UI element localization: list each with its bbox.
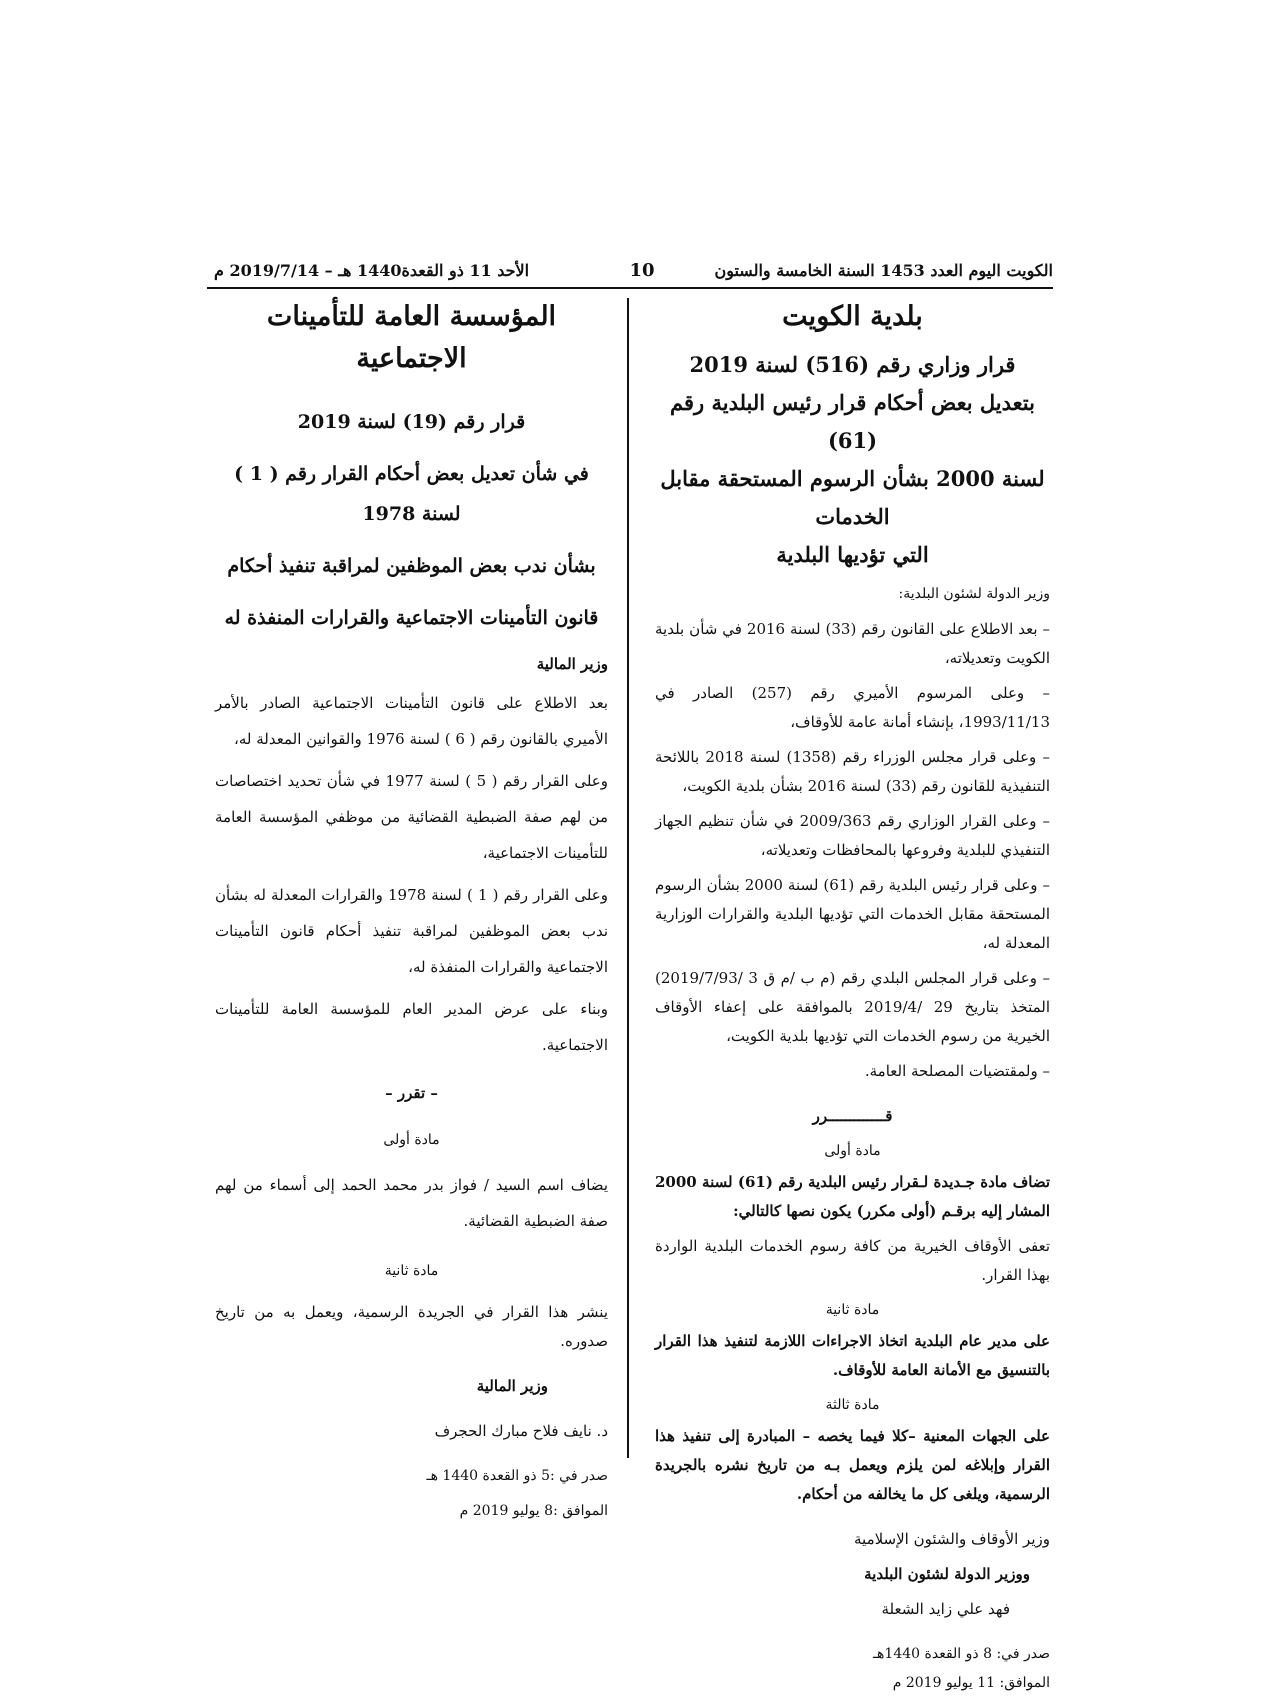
column-divider [627, 298, 629, 1458]
article-1-text-cont: تعفى الأوقاف الخيرية من كافة رسوم الخدمات البلدية الواردة بهذا القرار. [655, 1237, 1050, 1284]
org-title-municipality: بلدية الكويت [782, 301, 923, 332]
minister-intro: وزير الدولة لشئون البلدية: [898, 586, 1050, 602]
right-column [655, 296, 1050, 1698]
issued-date: صدر في :5 ذو القعدة 1440 هـ [426, 1468, 608, 1484]
preamble-item: – وعلى قرار مجلس الوزراء رقم (1358) لسنة 2018 باللائحة التنفيذية للقانون رقم (33) لسنة 2016 بشأن بلدية الكويت، [655, 748, 1050, 795]
article-1-label: مادة أولى [383, 1132, 440, 1148]
decision-subject-3: التي تؤديها البلدية [776, 542, 929, 567]
issued-date: صدر في: 8 ذو القعدة 1440هـ [872, 1646, 1050, 1662]
preamble-item: وعلى القرار رقم ( 5 ) لسنة 1977 في شأن تحديد اختصاصات من لهم صفة الضبطية القضائية من موظفي المؤسسة العامة للتأمينات الاجتماعية، [215, 772, 609, 862]
preamble-item: – وعلى المرسوم الأميري رقم (257) الصادر في 1993/11/13، بإنشاء أمانة عامة للأوقاف، [655, 684, 1051, 731]
signature-title: وزير المالية [476, 1377, 548, 1395]
header-divider [207, 287, 1053, 289]
article-2-label: مادة ثانية [825, 1302, 880, 1318]
preamble-item: – بعد الاطلاع على القانون رقم (33) لسنة 2016 في شأن بلدية الكويت وتعديلاته، [655, 620, 1050, 667]
preamble-item: – وعلى القرار الوزاري رقم 2009/363 في شأن تنظيم الجهاز التنفيذي للبلدية وفروعها بالمحافظات وتعديلاته، [655, 812, 1050, 859]
page-number: 10 [629, 260, 655, 281]
preamble-item: – وعلى قرار رئيس البلدية رقم (61) لسنة 2000 بشأن الرسوم المستحقة مقابل الخدمات التي تؤديها البلدية والقرارات الوزارية المعدلة له، [655, 876, 1050, 952]
signature-name: فهد علي زايد الشعلة [881, 1600, 1010, 1618]
article-2-text: على مدير عام البلدية اتخاذ الاجراءات اللازمة لتنفيذ هذا القرار بالتنسيق مع الأمانة العامة للأوقاف. [655, 1332, 1050, 1379]
signature-title-2: ووزير الدولة لشئون البلدية [864, 1565, 1030, 1583]
article-3-text: على الجهات المعنية –كلا فيما يخصه – المبادرة إلى تنفيذ هذا القرار وإبلاغه لمن يلزم ويعمل بـه من تاريخ نشره بالجريدة الرسمية، ويلغى كل ما يخالفه من أحكام. [655, 1427, 1050, 1503]
corresponding-date: الموافق: 11 يوليو 2019 م [892, 1675, 1050, 1691]
decision-number: قرار رقم (19) لسنة 2019 [297, 411, 526, 433]
article-1-text: تضاف مادة جـديدة لـقرار رئيس البلدية رقم (61) لسنة 2000 المشار إليه برقـم (أولى مكرر) يكون نصها كالتالي: [655, 1173, 1051, 1220]
signature-name: د. نايف فلاح مبارك الحجرف [434, 1422, 608, 1440]
article-2-label: مادة ثانية [384, 1263, 439, 1279]
org-title-social-security: المؤسسة العامة للتأمينات الاجتماعية [266, 301, 557, 374]
article-2-text: ينشر هذا القرار في الجريدة الرسمية، ويعمل به من تاريخ صدوره. [215, 1303, 608, 1350]
header-date: الأحد 11 ذو القعدة1440 هـ – 2019/7/14 م [214, 261, 530, 280]
header-publication: الكويت اليوم العدد 1453 السنة الخامسة والستون [714, 261, 1053, 280]
decision-subject-2: بشأن ندب بعض الموظفين لمراقبة تنفيذ أحكام [227, 555, 596, 577]
preamble-item: – ولمقتضيات المصلحة العامة. [864, 1062, 1050, 1080]
preamble-item: وعلى القرار رقم ( 1 ) لسنة 1978 والقرارات المعدلة له بشأن ندب بعض الموظفين لمراقبة تنفيذ أحكام قانون التأمينات الاجتماعية والقرارات المنفذة له، [215, 886, 608, 976]
decision-number: قرار وزاري رقم (516) لسنة 2019 [689, 352, 1016, 377]
decision-subject-2: لسنة 2000 بشأن الرسوم المستحقة مقابل الخدمات [660, 466, 1045, 529]
decision-subject-1: بتعديل بعض أحكام قرار رئيس البلدية رقم (61) [670, 390, 1035, 453]
left-column [215, 296, 608, 1532]
minister-intro: وزير المالية [536, 655, 608, 673]
preamble-item: وبناء على عرض المدير العام للمؤسسة العامة للتأمينات الاجتماعية. [215, 1000, 608, 1054]
article-1-label: مادة أولى [824, 1143, 881, 1159]
decides-heading: – تقرر – [385, 1084, 438, 1102]
decision-subject-3: قانون التأمينات الاجتماعية والقرارات المنفذة له [224, 607, 599, 629]
corresponding-date: الموافق :8 يوليو 2019 م [459, 1503, 608, 1519]
decision-subject-1: في شأن تعديل بعض أحكام القرار رقم ( 1 ) لسنة 1978 [234, 463, 589, 525]
preamble-item: بعد الاطلاع على قانون التأمينات الاجتماعية الصادر بالأمر الأميري بالقانون رقم ( 6 ) لسنة 1976 والقوانين المعدلة له، [215, 694, 608, 748]
decides-heading: قـــــــــــــرر [812, 1107, 893, 1125]
article-1-text: يضاف اسم السيد / فواز بدر محمد الحمد إلى أسماء من لهم صفة الضبطية القضائية. [215, 1176, 608, 1230]
signature-title-1: وزير الأوقاف والشئون الإسلامية [854, 1530, 1050, 1548]
preamble-item: – وعلى قرار المجلس البلدي رقم (م ب /م ق 3 /2019/7/93) المتخذ بتاريخ 29 /2019/4 بالموافقة على إعفاء الأوقاف الخيرية من رسوم الخدمات التي تؤديها بلدية الكويت، [655, 969, 1051, 1045]
article-3-label: مادة ثالثة [825, 1397, 880, 1413]
